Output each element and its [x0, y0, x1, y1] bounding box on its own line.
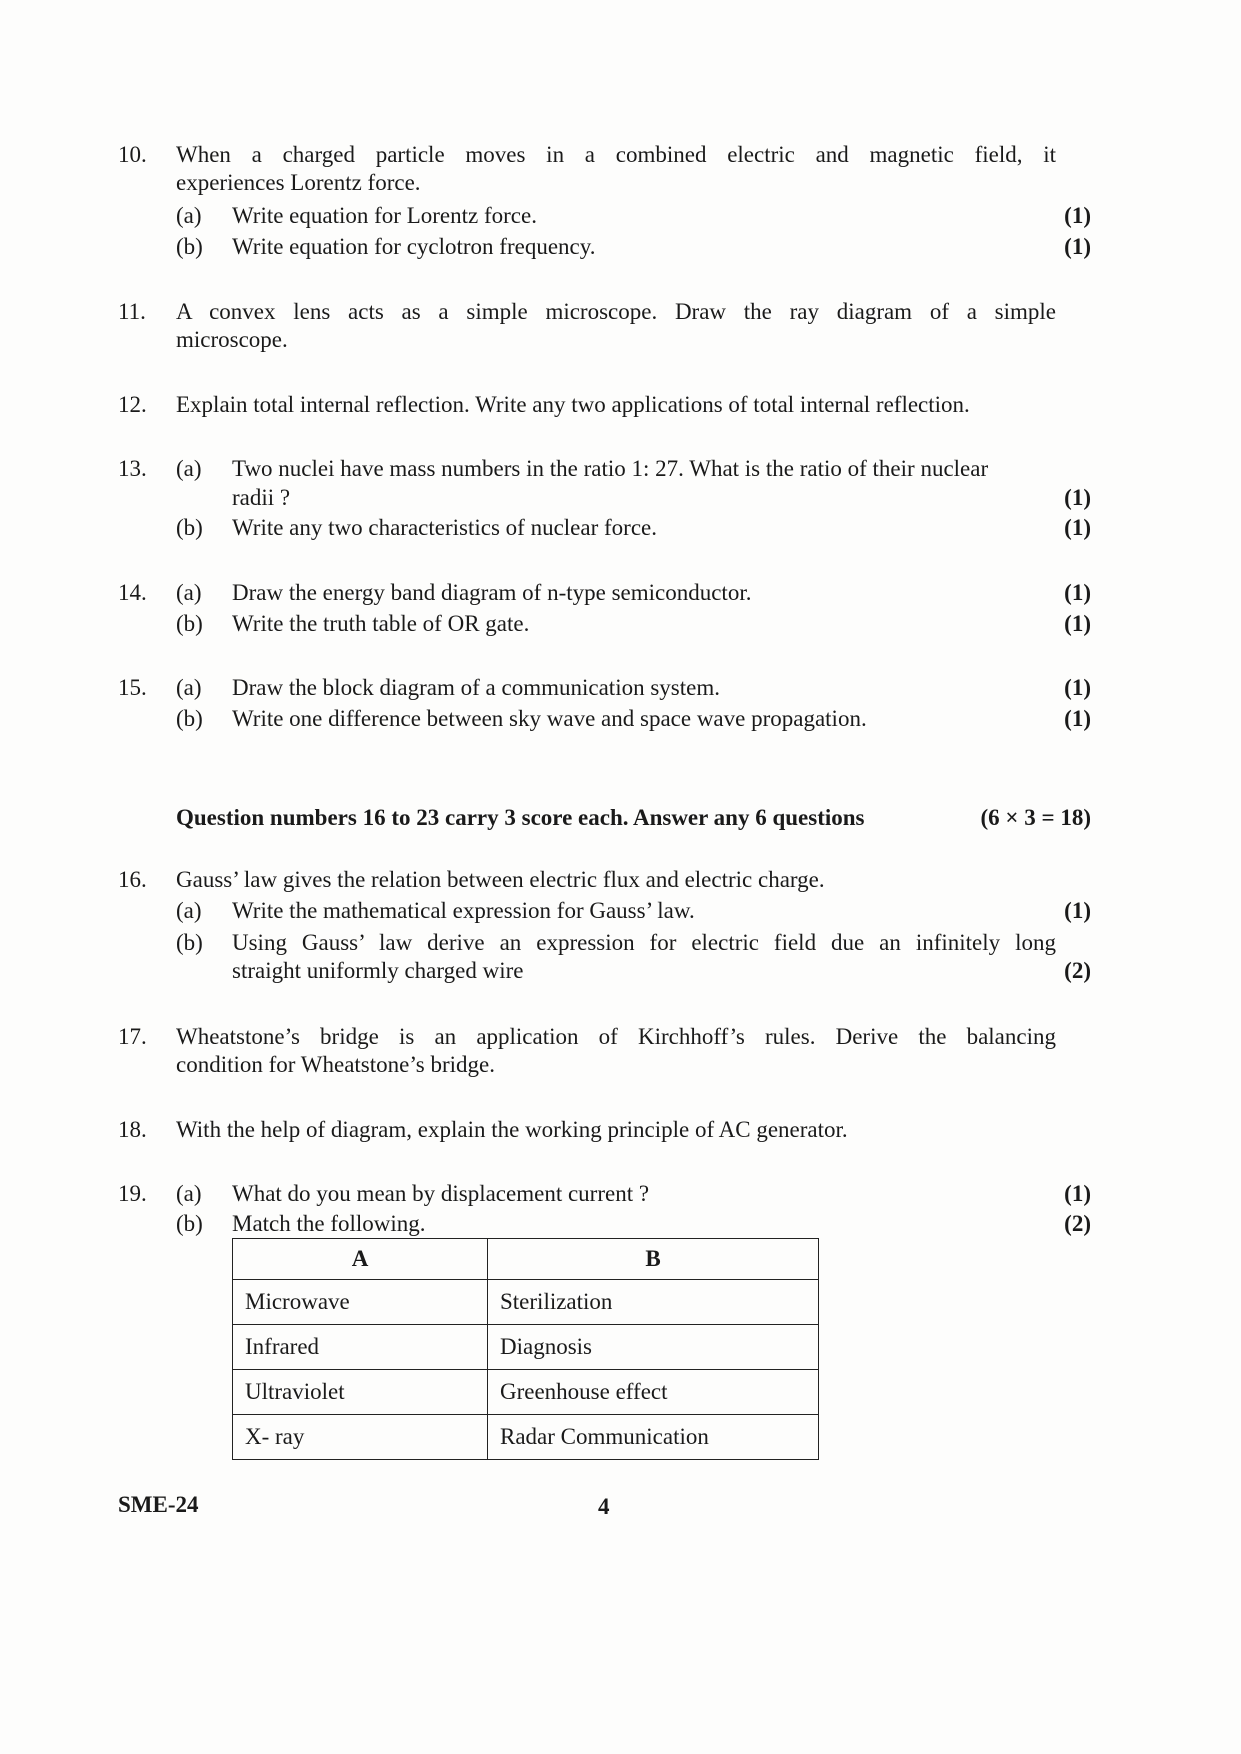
- sub-text: What do you mean by displacement current ?: [232, 1181, 650, 1206]
- score-mark: (1): [1064, 515, 1091, 540]
- match-table: [232, 1238, 819, 1460]
- question-number: 19.: [118, 1181, 147, 1206]
- table-cell: Infrared: [233, 1325, 488, 1370]
- sub-label: (a): [176, 898, 202, 923]
- sub-label: (a): [176, 675, 202, 700]
- sub-text: Write equation for cyclotron frequency.: [232, 234, 596, 259]
- sub-text: Write the truth table of OR gate.: [232, 611, 530, 636]
- question-number: 15.: [118, 675, 147, 700]
- score-mark: (1): [1064, 485, 1091, 510]
- score-mark: (1): [1064, 580, 1091, 605]
- table-cell: X- ray: [233, 1415, 488, 1460]
- sub-text: Using Gauss’ law derive an expression for electric field due an infinitely long: [232, 930, 1056, 955]
- question-number: 16.: [118, 867, 147, 892]
- sub-label: (b): [176, 706, 203, 731]
- sub-text: Two nuclei have mass numbers in the ratio 1: 27. What is the ratio of their nuclear: [232, 456, 989, 481]
- table-header-row: [233, 1239, 819, 1280]
- table-row: [233, 1370, 819, 1415]
- question-text: When a charged particle moves in a combined electric and magnetic field, it: [176, 142, 1056, 167]
- question-text: A convex lens acts as a simple microscope. Draw the ray diagram of a simple: [176, 299, 1056, 324]
- question-text: Wheatstone’s bridge is an application of Kirchhoff’s rules. Derive the balancing: [176, 1024, 1056, 1049]
- question-number: 11.: [118, 299, 146, 324]
- score-mark: (1): [1064, 706, 1091, 731]
- column-header-a: A: [233, 1239, 488, 1280]
- sub-label: (a): [176, 580, 202, 605]
- score-mark: (1): [1064, 203, 1091, 228]
- question-number: 18.: [118, 1117, 147, 1142]
- page-number: 4: [598, 1494, 610, 1519]
- question-number: 13.: [118, 456, 147, 481]
- table-cell: Radar Communication: [488, 1415, 819, 1460]
- section-heading: Question numbers 16 to 23 carry 3 score each. Answer any 6 questions: [176, 805, 865, 830]
- table-cell: Sterilization: [488, 1280, 819, 1325]
- sub-label: (b): [176, 234, 203, 259]
- sub-label: (b): [176, 930, 203, 955]
- score-mark: (1): [1064, 898, 1091, 923]
- sub-text: Write any two characteristics of nuclear force.: [232, 515, 657, 540]
- question-text: microscope.: [176, 327, 288, 352]
- sub-text: Draw the block diagram of a communication system.: [232, 675, 720, 700]
- sub-label: (b): [176, 515, 203, 540]
- score-mark: (1): [1064, 234, 1091, 259]
- question-number: 14.: [118, 580, 147, 605]
- sub-label: (a): [176, 203, 202, 228]
- question-number: 12.: [118, 392, 147, 417]
- sub-text: radii ?: [232, 485, 291, 510]
- sub-label: (b): [176, 1211, 203, 1236]
- section-score: (6 × 3 = 18): [980, 805, 1091, 830]
- sub-text: Write the mathematical expression for Gauss’ law.: [232, 898, 695, 923]
- column-header-b: B: [488, 1239, 819, 1280]
- question-number: 17.: [118, 1024, 147, 1049]
- question-text: condition for Wheatstone’s bridge.: [176, 1052, 495, 1077]
- sub-label: (b): [176, 611, 203, 636]
- table-cell: Microwave: [233, 1280, 488, 1325]
- question-text: Gauss’ law gives the relation between electric flux and electric charge.: [176, 867, 825, 892]
- sub-text: Match the following.: [232, 1211, 426, 1236]
- sub-text: Write one difference between sky wave and space wave propagation.: [232, 706, 867, 731]
- sub-label: (a): [176, 1181, 202, 1206]
- score-mark: (1): [1064, 611, 1091, 636]
- table-row: [233, 1415, 819, 1460]
- question-text: experiences Lorentz force.: [176, 170, 421, 195]
- sub-text: straight uniformly charged wire: [232, 958, 524, 983]
- question-text: With the help of diagram, explain the working principle of AC generator.: [176, 1117, 848, 1142]
- sub-text: Draw the energy band diagram of n-type semiconductor.: [232, 580, 752, 605]
- sub-label: (a): [176, 456, 202, 481]
- table-row: [233, 1280, 819, 1325]
- question-number: 10.: [118, 142, 147, 167]
- score-mark: (1): [1064, 1181, 1091, 1206]
- table-cell: Ultraviolet: [233, 1370, 488, 1415]
- score-mark: (1): [1064, 675, 1091, 700]
- score-mark: (2): [1064, 958, 1091, 983]
- table-cell: Diagnosis: [488, 1325, 819, 1370]
- table-row: [233, 1325, 819, 1370]
- paper-code: SME-24: [118, 1492, 199, 1517]
- sub-text: Write equation for Lorentz force.: [232, 203, 537, 228]
- table-cell: Greenhouse effect: [488, 1370, 819, 1415]
- question-text: Explain total internal reflection. Write any two applications of total internal reflection.: [176, 392, 970, 417]
- score-mark: (2): [1064, 1211, 1091, 1236]
